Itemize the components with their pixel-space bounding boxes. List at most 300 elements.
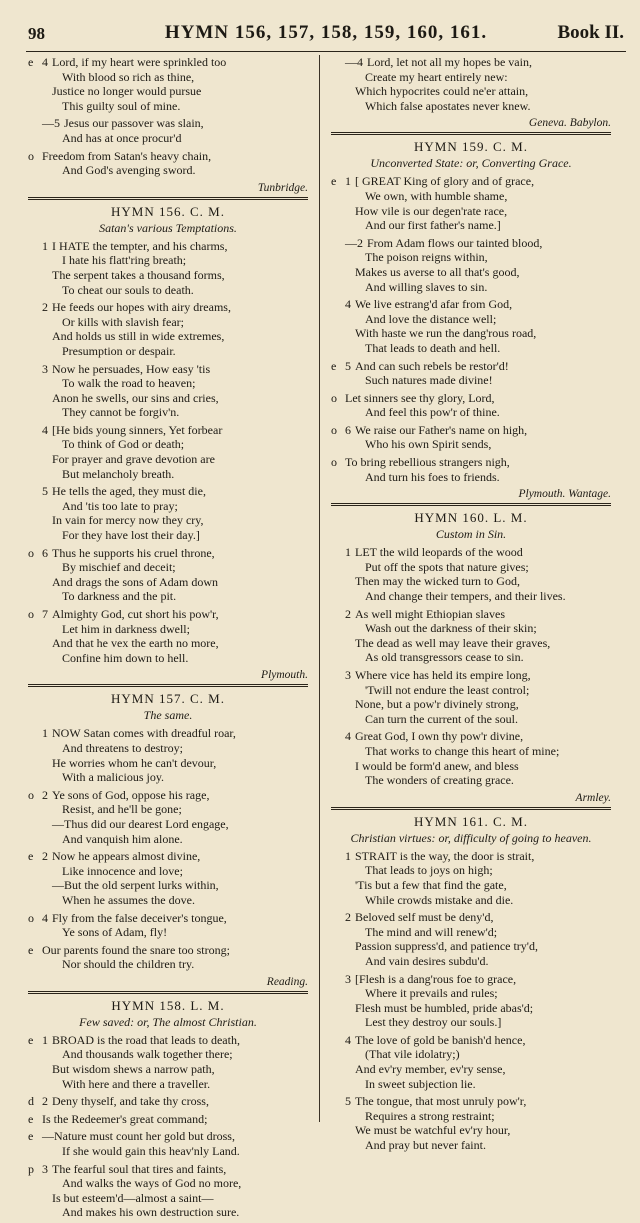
verse-text: And love the distance well; [365,311,497,326]
verse-line [28,925,308,940]
verse-text: And God's avenging sword. [62,163,196,178]
verse-line [28,560,308,575]
stanza [28,1162,308,1220]
verse-line [331,636,611,651]
hymn-separator [331,807,611,810]
verse-text: Is the Redeemer's great command; [42,1111,208,1126]
verse-text: Wash out the darkness of their skin; [365,621,537,636]
verse-text: That leads to joys on high; [365,863,493,878]
stanza-number: 1 [42,1032,48,1047]
verse-line [331,697,611,712]
verse-text: And vain desires subdu'd. [365,953,489,968]
verse-line [28,467,308,482]
verse-line [331,939,611,954]
verse-line [331,236,611,251]
stanza [331,1094,611,1152]
stanza [28,911,308,940]
stanza [331,607,611,665]
verse-text: When he assumes the dove. [62,892,195,907]
verse-line [331,405,611,420]
stanza-number: 5 [345,358,351,373]
stanza [28,300,308,358]
verse-line [331,1138,611,1153]
stanza [331,1033,611,1091]
verse-line [331,1001,611,1016]
tune-name: Plymouth. Wantage. [518,488,611,501]
stanza [28,546,308,604]
verse-line [28,55,308,70]
tune-name: Geneva. Babylon. [528,117,611,130]
verse-line [331,744,611,759]
verse-text: And pray but never faint. [365,1138,486,1153]
verse-text: The serpent takes a thousand forms, [52,267,225,282]
verse-text: Flesh must be humbled, pride abas'd; [355,1000,534,1015]
verse-text: That leads to death and hell. [365,340,501,355]
verse-line [28,1094,308,1109]
verse-line [331,250,611,265]
stanza [28,484,308,542]
stanza-number: —4 [345,55,363,69]
verse-text: And change their tempers, and their lives. [365,589,566,604]
verse-line [28,315,308,330]
verse-text: And threatens to destroy; [62,740,183,755]
verse-text: They cannot be forgiv'n. [62,405,180,420]
hymn-subtitle: Satan's various Temptations. [99,220,237,235]
verse-text: And 'tis too late to pray; [62,498,178,513]
verse-text: Freedom from Satan's heavy chain, [42,148,212,163]
stanza-mark: o [28,148,34,163]
verse-line [28,575,308,590]
verse-line [28,589,308,604]
hymn-title: HYMN 157. C. M. [111,691,225,707]
verse-text: And willing slaves to sin. [365,279,488,294]
verse-text: He feeds our hopes with airy dreams, [52,300,231,315]
stanza [28,1112,308,1127]
stanza [331,423,611,452]
verse-line [331,189,611,204]
verse-line [331,341,611,356]
verse-text: The wonders of creating grace. [365,773,514,788]
verse-text: Create my heart entirely new: [365,69,508,84]
hymn-title: HYMN 160. L. M. [414,510,528,526]
verse-text: He tells the aged, they must die, [52,484,206,499]
verse-text: While crowds mistake and die. [365,892,514,907]
verse-line [28,329,308,344]
verse-text: Who his own Spirit sends, [365,437,492,452]
verse-text: And that he vex the earth no more, [52,636,219,651]
verse-text: In vain for mercy now they cry, [52,513,204,528]
verse-line [28,1047,308,1062]
stanza-number: 1 [42,726,48,741]
verse-line [331,326,611,341]
right-column [331,55,611,1156]
stanza-number: 3 [42,361,48,376]
verse-line [331,863,611,878]
verse-text: Anon he swells, our sins and cries, [52,390,219,405]
stanza [28,239,308,297]
stanza [331,174,611,232]
verse-text: LET the wild leopards of the wood [355,545,523,560]
stanza-number: —2 [345,235,363,250]
verse-text: To darkness and the pit. [62,589,177,604]
stanza [331,55,611,113]
verse-text: For prayer and grave devotion are [52,452,215,467]
stanza [331,729,611,787]
verse-line [331,297,611,312]
verse-line [331,455,611,470]
verse-text: As old transgressors cease to sin. [365,650,524,665]
hymn-separator [28,991,308,994]
verse-text: The mind and will renew'd; [365,924,498,939]
verse-text: Let sinners see thy glory, Lord, [345,390,495,405]
verse-text: Presumption or despair. [62,343,176,358]
verse-line [28,84,308,99]
stanza-number: 4 [42,910,48,925]
verse-text: We live estrang'd afar from God, [355,297,513,312]
running-header [28,22,624,46]
stanza [331,972,611,1030]
verse-text: Justice no longer would pursue [52,84,202,99]
stanza [331,668,611,726]
verse-text: And feel this pow'r of thine. [365,405,500,420]
verse-text: Deny thyself, and take thy cross, [52,1094,209,1109]
stanza [28,1094,308,1109]
verse-text: To walk the road to heaven; [62,376,196,391]
verse-line [28,1205,308,1220]
verse-text: The fearful soul that tires and faints, [52,1161,227,1176]
verse-text: 'Tis but a few that find the gate, [355,877,507,892]
verse-text: With haste we run the dang'rous road, [355,326,537,341]
verse-text: As well might Ethiopian slaves [355,606,505,621]
verse-text: And thousands walk together there; [62,1047,233,1062]
verse-text: We own, with humble shame, [365,188,508,203]
verse-line [28,1176,308,1191]
verse-line [28,741,308,756]
verse-line [28,163,308,178]
verse-line [28,1191,308,1206]
verse-line [331,925,611,940]
hymn-separator [28,684,308,687]
verse-text: Thus he supports his cruel throne, [52,545,215,560]
verse-line [28,1033,308,1048]
verse-line [28,957,308,972]
stanza [331,910,611,968]
verse-line [28,1162,308,1177]
stanza-mark: e [28,849,34,864]
verse-line [331,650,611,665]
verse-line [28,99,308,114]
verse-text: Where it prevails and rules; [365,986,498,1001]
verse-text: For they have lost their day.] [62,528,200,543]
verse-text: And makes his own destruction sure. [62,1205,240,1220]
verse-line [331,204,611,219]
verse-text: And can such rebels be restor'd! [355,358,509,373]
stanza [28,607,308,665]
stanza-number: 7 [42,607,48,621]
verse-line [331,280,611,295]
verse-line [331,759,611,774]
verse-line [331,712,611,727]
stanza [331,359,611,388]
verse-line [331,312,611,327]
verse-text: To bring rebellious strangers nigh, [345,455,510,470]
verse-line [331,683,611,698]
verse-line [28,253,308,268]
verse-line [28,770,308,785]
stanza-mark: e [28,1032,34,1047]
verse-line [331,1077,611,1092]
stanza [28,1129,308,1158]
verse-text: Now he persuades, How easy 'tis [52,361,211,376]
verse-line [28,452,308,467]
hymn-subtitle: Few saved: or, The almost Christian. [79,1014,257,1029]
verse-line [28,832,308,847]
verse-line [28,546,308,561]
verse-line [28,300,308,315]
verse-text: Beloved self must be deny'd, [355,910,494,925]
verse-text: NOW Satan comes with dreadful roar, [52,726,236,741]
verse-line [28,484,308,499]
hymn-separator [331,503,611,506]
verse-text: The love of gold be banish'd hence, [355,1032,526,1047]
verse-line [28,376,308,391]
verse-line [331,545,611,560]
verse-text: With here and there a traveller. [62,1076,211,1091]
stanza [331,545,611,603]
verse-line [28,344,308,359]
verse-line [331,589,611,604]
verse-text: But wisdom shews a narrow path, [52,1062,215,1077]
verse-text: Can turn the current of the soul. [365,711,518,726]
stanza-mark: o [28,607,34,621]
verse-line [28,437,308,452]
verse-text: From Adam flows our tainted blood, [367,235,543,250]
stanza [331,297,611,355]
verse-text: [Flesh is a dang'rous foe to grace, [355,971,517,986]
verse-text: Passion suppress'd, and patience try'd, [355,939,538,954]
verse-text: I hate his flatt'ring breath; [62,253,187,268]
verse-line [331,423,611,438]
stanza-mark: e [331,358,337,373]
verse-text: And walks the ways of God no more, [62,1176,242,1191]
stanza-number: —5 [42,116,60,131]
stanza [28,55,308,113]
hymn-separator [28,197,308,200]
verse-line [28,283,308,298]
verse-text: Makes us averse to all that's good, [355,264,520,279]
verse-line [28,1062,308,1077]
stanza [28,788,308,846]
verse-text: And vanquish him alone. [62,831,183,846]
verse-line [331,878,611,893]
verse-line [28,849,308,864]
verse-line [331,84,611,99]
verse-text: —Nature must count her gold but dross, [42,1129,235,1144]
verse-line [331,174,611,189]
verse-line [28,239,308,254]
stanza [28,849,308,907]
stanza-number: 4 [42,55,48,69]
hymn-title: HYMN 156. C. M. [111,203,225,219]
stanza [28,149,308,178]
stanza [28,116,308,145]
stanza [331,849,611,907]
stanza-number: 5 [42,484,48,499]
verse-text: Nor should the children try. [62,957,195,972]
running-title: HYMN 156, 157, 158, 159, 160, 161. [164,22,488,43]
verse-line [331,218,611,233]
stanza-mark: o [331,422,337,437]
tune-name: Tunbridge. [257,181,308,194]
verse-text: 'Twill not endure the least control; [365,682,530,697]
verse-text: Is but esteem'd—almost a saint— [52,1190,214,1205]
stanza-number: 3 [345,668,351,682]
verse-line [28,622,308,637]
verse-text: [He bids young sinners, Yet forbear [52,422,223,437]
verse-line [331,359,611,374]
verse-line [331,1123,611,1138]
hymn-title: HYMN 159. C. M. [414,139,528,155]
verse-line [28,893,308,908]
stanza-number: 3 [345,971,351,986]
verse-line [331,893,611,908]
hymn-subtitle: Unconverted State: or, Converting Grace. [370,156,572,171]
verse-text: We must be watchful ev'ry hour, [355,1123,511,1138]
verse-line [28,362,308,377]
verse-line [331,574,611,589]
hymn-subtitle: Christian virtues: or, difficulty of going to heaven. [350,830,592,845]
verse-line [331,972,611,987]
stanza-number: 1 [345,174,351,189]
verse-line [331,55,611,70]
verse-text: —Thus did our dearest Lord engage, [52,816,229,831]
hymn-subtitle: Custom in Sin. [435,527,507,542]
verse-text: Which hypocrites could ne'er attain, [355,84,529,99]
stanza [28,423,308,481]
verse-line [331,437,611,452]
verse-text: Our parents found the snare too strong; [42,942,230,957]
verse-text: Or kills with slavish fear; [62,314,184,329]
stanza [28,726,308,784]
verse-text: He worries whom he can't devour, [52,755,217,770]
stanza-number: 2 [42,849,48,864]
verse-line [28,607,308,622]
hymn-subtitle: The same. [143,708,193,723]
verse-line [331,470,611,485]
verse-text: Lord, if my heart were sprinkled too [52,55,227,69]
stanza-number: 1 [42,238,48,253]
verse-text: I HATE the tempter, and his charms, [52,238,228,253]
stanza-number: 3 [42,1161,48,1176]
verse-line [28,423,308,438]
verse-line [331,1015,611,1030]
verse-line [28,1144,308,1159]
verse-text: And ev'ry member, ev'ry sense, [355,1062,506,1077]
verse-text: And turn his foes to friends. [365,469,500,484]
verse-text: In sweet subjection lie. [365,1076,476,1091]
verse-text: And our first father's name.] [365,218,501,233]
verse-line [28,405,308,420]
stanza-mark: e [28,55,34,69]
verse-text: Lord, let not all my hopes be vain, [367,55,532,69]
verse-text: Almighty God, cut short his pow'r, [52,607,219,621]
page-number: 98 [28,24,45,43]
verse-text: —But the old serpent lurks within, [52,878,219,893]
stanza-mark: p [28,1161,34,1176]
verse-line [28,499,308,514]
verse-line [28,1112,308,1127]
stanza-number: 1 [345,848,351,863]
verse-text: And holds us still in wide extremes, [52,329,225,344]
stanza-number: 2 [345,910,351,925]
stanza-number: 4 [345,1032,351,1047]
verse-text: Confine him down to hell. [62,650,189,665]
verse-line [28,268,308,283]
verse-line [331,668,611,683]
verse-text: BROAD is the road that leads to death, [52,1032,240,1047]
verse-text: Resist, and he'll be gone; [62,802,182,817]
verse-line [331,560,611,575]
verse-text: But melancholy breath. [62,466,175,481]
stanza-mark: e [331,174,337,189]
verse-text: With blood so rich as thine, [62,69,195,84]
hymn-title: HYMN 161. C. M. [414,813,528,829]
verse-text: Like innocence and love; [62,863,183,878]
verse-line [331,265,611,280]
stanza [331,391,611,420]
verse-text: Ye sons of God, oppose his rage, [52,787,210,802]
column-divider [319,55,320,1122]
header-rule [26,51,626,52]
verse-text: Jesus our passover was slain, [64,116,204,131]
stanza-mark: o [28,787,34,802]
verse-text: That works to change this heart of mine; [365,743,560,758]
verse-line [28,116,308,131]
verse-text: I would be form'd anew, and bless [355,758,519,773]
verse-text: Ye sons of Adam, fly! [62,925,168,940]
verse-text: This guilty soul of mine. [62,98,181,113]
verse-text: If she would gain this heav'nly Land. [62,1144,240,1159]
stanza-number: 2 [42,1094,48,1109]
stanza-number: 2 [42,787,48,802]
tune-name: Armley. [575,791,611,804]
stanza-mark: e [28,1111,34,1126]
stanza-number: 4 [42,422,48,437]
verse-line [28,70,308,85]
verse-line [28,788,308,803]
stanza-mark: e [28,1129,34,1144]
verse-line [331,1062,611,1077]
verse-text: By mischief and deceit; [62,560,176,575]
left-column [28,55,308,1223]
stanza-mark: o [331,455,337,470]
stanza-number: 2 [42,300,48,315]
verse-text: To think of God or death; [62,437,185,452]
verse-text: And drags the sons of Adam down [52,574,218,589]
verse-text: Let him in darkness dwell; [62,621,190,636]
verse-line [28,943,308,958]
tune-name: Plymouth. [261,669,308,682]
verse-text: Fly from the false deceiver's tongue, [52,910,227,925]
verse-text: (That vile idolatry;) [365,1047,460,1062]
verse-line [28,726,308,741]
verse-line [331,373,611,388]
verse-text: We raise our Father's name on high, [355,422,528,437]
stanza [331,236,611,294]
verse-line [331,910,611,925]
verse-text: Then may the wicked turn to God, [355,574,520,589]
stanza [331,455,611,484]
